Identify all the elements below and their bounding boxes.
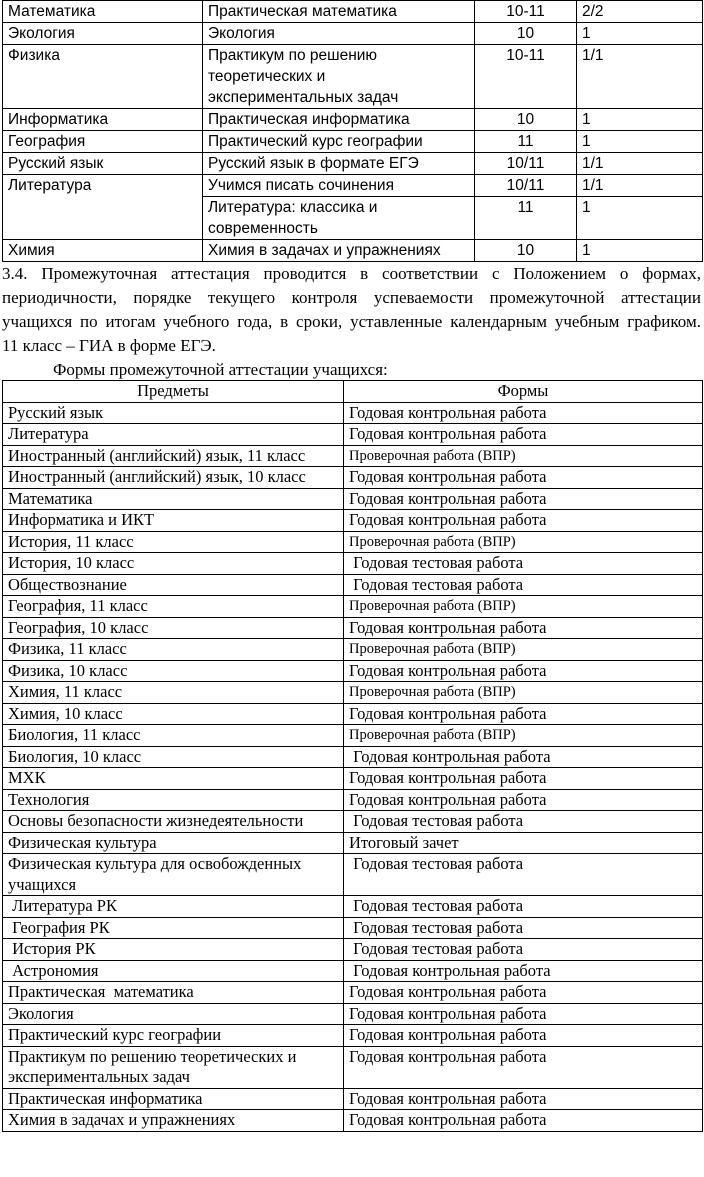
form-cell: Годовая контрольная работа [344,660,703,682]
subject-cell: Физическая культура [3,832,344,854]
subject-cell: Основы безопасности жизнедеятельности [3,811,344,833]
electives-table [2,0,703,262]
grades-cell: 10/11 [475,175,577,197]
form-cell: Годовая контрольная работа [344,402,703,424]
table-row [3,109,703,131]
grades-cell: 11 [475,131,577,153]
table-row [3,424,703,446]
table-row [3,467,703,489]
table-row [3,240,703,262]
subject-cell: История, 10 класс [3,553,344,575]
form-cell: Годовая контрольная работа [344,960,703,982]
course-cell: Экология [203,23,475,45]
table-row [3,1088,703,1110]
table-row [3,45,703,109]
grades-cell: 10-11 [475,1,577,23]
table-row [3,510,703,532]
subject-cell: Химия [3,240,203,262]
form-cell: Годовая тестовая работа [344,811,703,833]
form-cell: Годовая контрольная работа [344,703,703,725]
course-cell: Практическая математика [203,1,475,23]
form-cell: Годовая контрольная работа [344,488,703,510]
subject-cell: Биология, 11 класс [3,725,344,747]
hours-cell: 1/1 [577,153,703,175]
attestation-paragraph [2,262,701,358]
table-row [3,596,703,618]
subject-cell: Литература [3,424,344,446]
subject-cell: Русский язык [3,402,344,424]
form-cell: Годовая тестовая работа [344,917,703,939]
course-cell: Практическая информатика [203,109,475,131]
subject-cell: Информатика [3,109,203,131]
subject-cell: Физическая культура для освобожденных учащихся [3,854,344,896]
course-cell: Практикум по решению теоретических и экспериментальных задач [203,45,475,109]
table-row [3,832,703,854]
subject-cell: Астрономия [3,960,344,982]
table-row [3,768,703,790]
subject-cell: Обществознание [3,574,344,596]
course-cell: Практический курс географии [203,131,475,153]
subject-cell: Физика, 10 класс [3,660,344,682]
subject-cell: Экология [3,1003,344,1025]
table-row [3,574,703,596]
table-row [3,1110,703,1132]
form-cell: Проверочная работа (ВПР) [344,445,703,467]
subject-cell: Физика [3,45,203,109]
table-row [3,131,703,153]
subject-cell: Химия, 10 класс [3,703,344,725]
table-row [3,1003,703,1025]
hours-cell: 1 [577,131,703,153]
grades-cell: 10-11 [475,45,577,109]
header-forms: Формы [344,381,703,403]
subject-cell: Практическая информатика [3,1088,344,1110]
table-row [3,939,703,961]
form-cell: Годовая контрольная работа [344,1088,703,1110]
subject-cell: Химия, 11 класс [3,682,344,704]
form-cell: Проверочная работа (ВПР) [344,682,703,704]
form-cell: Годовая контрольная работа [344,982,703,1004]
table-row [3,1025,703,1047]
hours-cell: 2/2 [577,1,703,23]
subject-cell: Практикум по решению теоретических и экспериментальных задач [3,1046,344,1088]
table-row [3,960,703,982]
table-row [3,1,703,23]
form-cell: Годовая контрольная работа [344,424,703,446]
table-row [3,811,703,833]
grades-cell: 10 [475,240,577,262]
form-cell: Годовая тестовая работа [344,896,703,918]
grades-cell: 10 [475,23,577,45]
table-header-row [3,381,703,403]
grades-cell: 11 [475,197,577,240]
table-row [3,531,703,553]
table-row [3,703,703,725]
table-row [3,402,703,424]
subject-cell: Иностранный (английский) язык, 11 класс [3,445,344,467]
subject-cell: Химия в задачах и упражнениях [3,1110,344,1132]
subject-cell: География, 11 класс [3,596,344,618]
hours-cell: 1/1 [577,45,703,109]
subject-cell: География, 10 класс [3,617,344,639]
table-row [3,789,703,811]
course-cell: Литература: классика и современность [203,197,475,240]
electives-table-body [3,1,703,262]
hours-cell: 1 [577,109,703,131]
table-row [3,153,703,175]
subject-cell: Математика [3,1,203,23]
form-cell: Годовая тестовая работа [344,854,703,896]
form-cell: Итоговый зачет [344,832,703,854]
hours-cell: 1 [577,240,703,262]
subject-cell: Русский язык [3,153,203,175]
table-row [3,746,703,768]
subject-cell: Математика [3,488,344,510]
table-row [3,639,703,661]
subject-cell: География РК [3,917,344,939]
form-cell: Годовая контрольная работа [344,789,703,811]
form-cell: Проверочная работа (ВПР) [344,725,703,747]
paragraph-line: 3.4. Промежуточная аттестация проводится в соответствии с Положением о формах, [2,264,701,283]
subject-cell: История, 11 класс [3,531,344,553]
form-cell: Проверочная работа (ВПР) [344,596,703,618]
table-row [3,1046,703,1088]
form-cell: Годовая тестовая работа [344,939,703,961]
subject-cell: Иностранный (английский) язык, 10 класс [3,467,344,489]
subject-cell: История РК [3,939,344,961]
form-cell: Годовая контрольная работа [344,1025,703,1047]
table-row [3,488,703,510]
table-row [3,725,703,747]
subject-cell: МХК [3,768,344,790]
attestation-forms-table-body [3,402,703,1131]
form-cell: Годовая контрольная работа [344,617,703,639]
table-row [3,917,703,939]
course-cell: Русский язык в формате ЕГЭ [203,153,475,175]
table-row [3,854,703,896]
hours-cell: 1 [577,23,703,45]
table-row [3,682,703,704]
subject-cell: Физика, 11 класс [3,639,344,661]
subject-cell: Литература [3,175,203,240]
form-cell: Годовая контрольная работа [344,768,703,790]
form-cell: Годовая контрольная работа [344,1110,703,1132]
subject-cell: Литература РК [3,896,344,918]
paragraph-line: учащихся по итогам учебного года, в сроки, уставленные календарным учебным графиком. [2,312,701,331]
form-cell: Проверочная работа (ВПР) [344,639,703,661]
table-row [3,23,703,45]
subject-cell: Практический курс географии [3,1025,344,1047]
grades-cell: 10 [475,109,577,131]
forms-table-caption: Формы промежуточной аттестации учащихся: [53,360,388,379]
form-cell: Годовая контрольная работа [344,1046,703,1088]
grades-cell: 10/11 [475,153,577,175]
form-cell: Проверочная работа (ВПР) [344,531,703,553]
table-row [3,982,703,1004]
subject-cell: Практическая математика [3,982,344,1004]
attestation-forms-table [2,380,703,1132]
table-row [3,660,703,682]
paragraph-line: периодичности, порядке текущего контроля успеваемости промежуточной аттестации [2,288,701,307]
form-cell: Годовая тестовая работа [344,553,703,575]
table-row [3,553,703,575]
subject-cell: Технология [3,789,344,811]
course-cell: Учимся писать сочинения [203,175,475,197]
form-cell: Годовая тестовая работа [344,574,703,596]
subject-cell: Экология [3,23,203,45]
header-subjects: Предметы [3,381,344,403]
table-row [3,445,703,467]
table-row [3,617,703,639]
subject-cell: География [3,131,203,153]
form-cell: Годовая контрольная работа [344,746,703,768]
paragraph-line: 11 класс – ГИА в форме ЕГЭ. [2,336,216,355]
table-row [3,896,703,918]
course-cell: Химия в задачах и упражнениях [203,240,475,262]
subject-cell: Биология, 10 класс [3,746,344,768]
form-cell: Годовая контрольная работа [344,1003,703,1025]
form-cell: Годовая контрольная работа [344,467,703,489]
hours-cell: 1 [577,197,703,240]
table-row [3,175,703,197]
subject-cell: Информатика и ИКТ [3,510,344,532]
hours-cell: 1/1 [577,175,703,197]
form-cell: Годовая контрольная работа [344,510,703,532]
